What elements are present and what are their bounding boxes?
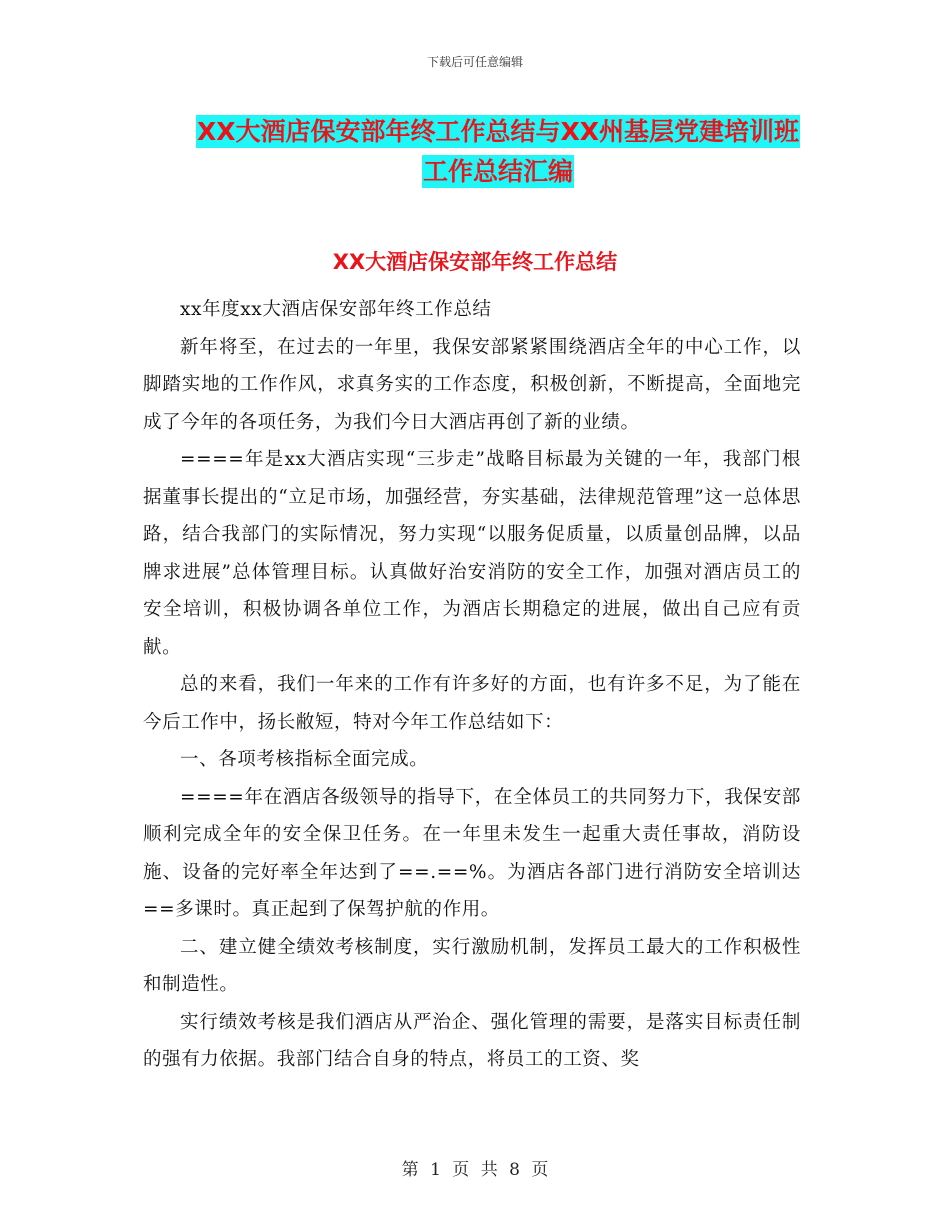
title-line-2: 工作总结汇编 — [422, 157, 573, 186]
section-title: XX大酒店保安部年终工作总结 — [332, 250, 618, 274]
paragraph: xx年度xx大酒店保安部年终工作总结 — [180, 299, 492, 320]
paragraph: 实行绩效考核是我们酒店从严治企、强化管理的需要，是落实目标责任制的强有力依据。我部门结合自身的特点，将员工的工资、奖 — [143, 1011, 801, 1070]
paragraph: ====年在酒店各级领导的指导下，在全体员工的共同努力下，我保安部顺利完成全年的安全保卫任务。在一年里未发生一起重大责任事故，消防设施、设备的完好率全年达到了==.==%。为酒店各部门进行消防安全培训达==多课时。真正起到了保驾护航的作用。 — [143, 786, 801, 920]
paragraph: 新年将至，在过去的一年里，我保安部紧紧围绕酒店全年的中心工作，以脚踏实地的工作作风，求真务实的工作态度，积极创新，不断提高，全面地完成了今年的各项任务，为我们今日大酒店再创了新的业绩。 — [143, 336, 801, 433]
page-number: 第 1 页 共 8 页 — [401, 1160, 549, 1180]
document-body — [143, 291, 801, 1079]
paragraph: 总的来看，我们一年来的工作有许多好的方面，也有许多不足，为了能在今后工作中，扬长敝短，特对今年工作总结如下： — [143, 674, 801, 733]
document-title — [140, 112, 856, 192]
paragraph: ====年是xx大酒店实现“三步走”战略目标最为关键的一年，我部门根据董事长提出的“立足市场，加强经营，夯实基础，法律规范管理”这一总体思路，结合我部门的实际情况，努力实现“以服务促质量，以质量创品牌，以品牌求进展”总体管理目标。认真做好治安消防的安全工作，加强对酒店员工的安全培训，积极协调各单位工作，为酒店长期稳定的进展，做出自己应有贡献。 — [143, 449, 801, 658]
title-line-1: XX大酒店保安部年终工作总结与XX州基层党建培训班 — [196, 117, 800, 146]
header-note: 下载后可任意编辑 — [426, 55, 523, 69]
paragraph: 一、各项考核指标全面完成。 — [180, 749, 429, 770]
paragraph: 二、建立健全绩效考核制度，实行激励机制，发挥员工最大的工作积极性和制造性。 — [143, 936, 801, 995]
